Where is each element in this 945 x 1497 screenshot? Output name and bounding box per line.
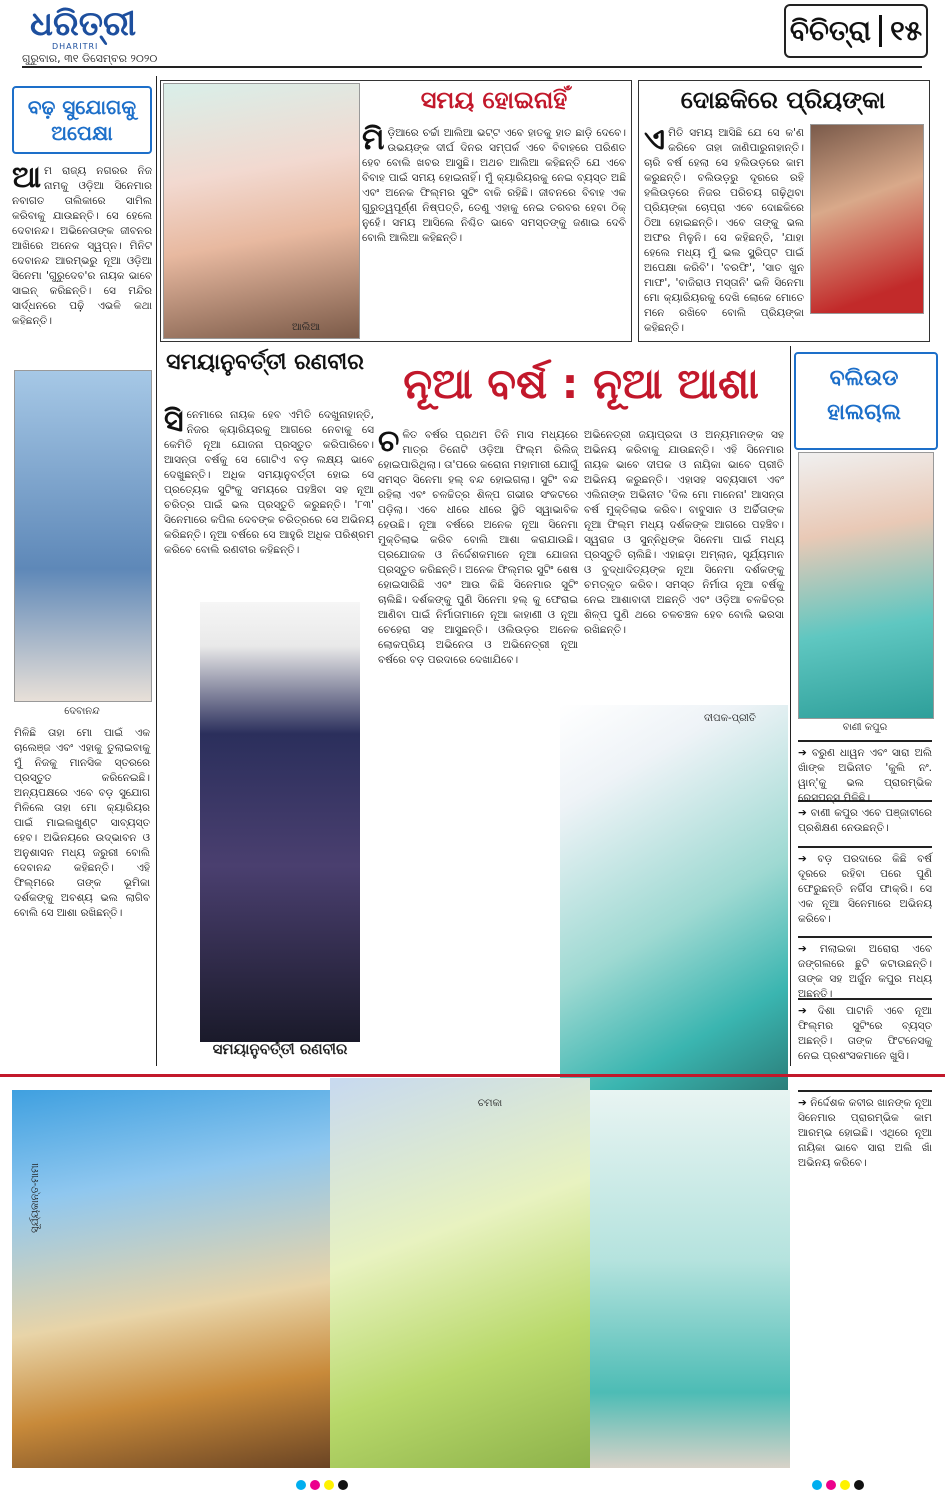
- alia-headline: ସମୟ ହୋଇନାହିଁ: [420, 86, 568, 114]
- priyanka-dropcap: ଏ: [644, 122, 666, 157]
- vaani-caption: ବାଣୀ କପୁର: [842, 722, 888, 733]
- poster-caption: ସୂର୍ଯ୍ୟକାନ୍ତ-ମାମା: [30, 1163, 41, 1233]
- arrow-icon: ➔: [798, 807, 807, 819]
- column-divider-right: [790, 346, 791, 1066]
- couple-caption: ଦୀପକ-ପ୍ରୀତି: [704, 713, 756, 724]
- bollywood-note-5: [798, 998, 932, 1084]
- priyanka-article: [644, 122, 804, 336]
- arrow-icon: ➔: [798, 1005, 807, 1017]
- main-body-col2: ଅଭିନେତ୍ରୀ ଜୟାପ୍ରଦା ଓ ଅନ୍ୟମାନଙ୍କ ସହ ଅଭିନୟ କରିବାକୁ ଯାଉଛନ୍ତି। ଏହି ସିନେମାର ନାୟକ ଭାବେ ଦୀପକ ଓ ନାୟିକା ଭାବେ ପ୍ରୀତି ଅଭିନୟ କରୁଛନ୍ତି। ଏହାସହ ସବ୍ୟସାଚୀ ଏବଂ ଏଲିନାଙ୍କ ଅଭିନୀତ 'ଦିଲ ମୋ ମାନେନା' ଆସନ୍ତା ବର୍ଷ ମୁକ୍ତିଲାଭ କରିବ। ବାବୁସାନ ଓ ଅର୍ଚ୍ଚିତାଙ୍କ ନୂଆ ଫିଲ୍ମ ମଧ୍ୟ ଦର୍ଶକଙ୍କ ଆଗରେ ପହଞ୍ଚିବ। ସ୍ୱରାଜ ଓ ସୁନ୍ନିଧିଙ୍କ ସିନେମା ପାଇଁ ମଧ୍ୟ ପ୍ରସ୍ତୁତି ଚାଲିଛି। ଏହାଛଡ଼ା ଅମ୍ଲାନ, ସୂର୍ଯ୍ୟମାନ ଓ ବୁଦ୍ଧାଦିତ୍ୟଙ୍କ ନୂଆ ସିନେମା ଦର୍ଶକଙ୍କୁ ଚମତ୍କୃତ କରିବ। ସମସ୍ତ ନିର୍ମାତା ନୂଆ ବର୍ଷକୁ ନେଇ ଆଶାବାଦୀ ଅଛନ୍ତି ଏବଂ ଓଡ଼ିଆ ଚଳଚ୍ଚିତ୍ର ଶିଳ୍ପ ପୁଣି ଥରେ ଚଳଚଞ୍ଚଳ ହେବ ବୋଲି ଭରସା ରଖିଛନ୍ତି।: [584, 429, 784, 636]
- cyan-dot: [296, 1480, 306, 1490]
- section-divider: [879, 15, 882, 47]
- magenta-dot: [826, 1480, 836, 1490]
- yellow-dot: [840, 1480, 850, 1490]
- priyanka-headline: ଦୋଛକିରେ ପ୍ରିୟଙ୍କା: [680, 86, 886, 114]
- bollywood-note-text: ନିର୍ଦ୍ଦେଶକ କବୀର ଖାନଙ୍କ ନୂଆ ସିନେମାର ପ୍ରାରମ୍ଭିକ କାମ ଆରମ୍ଭ ହୋଇଛି। ଏଥିରେ ନୂଆ ନାୟିକା ଭାବେ ସାରା ଅଲି ଖାଁ ଅଭିନୟ କରିବେ।: [798, 1097, 932, 1169]
- alia-dropcap: ମି: [362, 122, 385, 157]
- bollywood-note-4: [798, 936, 932, 1000]
- ranveer-headline: ସମୟାନୁବର୍ତ୍ତୀ ରଣବୀର: [166, 350, 364, 375]
- black-dot: [338, 1480, 348, 1490]
- bollywood-note-1: [798, 740, 932, 804]
- bollywood-note-2: [798, 800, 932, 840]
- section-header: [784, 4, 928, 58]
- bollywood-note-text: ମଲାଇକା ଅରୋରା ଏବେ ଜଙ୍ଗଲରେ ଛୁଟି କଟାଉଛନ୍ତି। ତାଙ୍କ ସହ ଅର୍ଜୁନ କପୁର ମଧ୍ୟ ଅଛନ୍ତି।: [798, 943, 932, 1000]
- dateline: ଗୁରୁବାର, ୩୧ ଡିସେମ୍ବର ୨୦୨୦: [22, 52, 158, 65]
- left-body-bottom: ମିଳିଛି ତାହା ମୋ ପାଇଁ ଏକ ଚାଲେଞ୍ଜ ଏବଂ ଏହାକୁ ତୁଲାଇବାକୁ ମୁଁ ନିଜକୁ ମାନସିକ ସ୍ତରରେ ପ୍ରସ୍ତୁତ କରିନେଇଛି। ଅନ୍ୟପକ୍ଷରେ ଏବେ ବଡ଼ ସୁଯୋଗ ମିଳିଲେ ତାହା ମୋ କ୍ୟାରିୟର ପାଇଁ ମାଇଲଖୁଣ୍ଟ ସାବ୍ୟସ୍ତ ହେବ। ଅଭିନୟରେ ଉଦ୍ଭାବନ ଓ ଅନୁଶାସନ ମଧ୍ୟ ଜରୁରୀ ବୋଲି ଦେବାନନ୍ଦ କହିଛନ୍ତି। ଏହି ଫିଲ୍ମରେ ତାଙ୍କ ଭୂମିକା ଦର୍ଶକଙ୍କୁ ଅବଶ୍ୟ ଭଲ ଲାଗିବ ବୋଲି ସେ ଆଶା ରଖିଛନ୍ତି।: [14, 727, 150, 919]
- bollywood-notes: [798, 740, 932, 1208]
- ranveer-article: [164, 404, 374, 598]
- main-body-col1: ଳିତ ବର୍ଷର ପ୍ରଥମ ତିନି ମାସ ମଧ୍ୟରେ ମାତ୍ର ତିନୋଟି ଓଡ଼ିଆ ଫିଲ୍ମ ରିଲିଜ୍ ହୋଇପାରିଥିଲା। ତା'ପରେ କରୋନା ମହାମାରୀ ଯୋଗୁଁ ସମସ୍ତ ସିନେମା ହଲ୍ ବନ୍ଦ ହୋଇଗଲା। ସୁଟିଂ ବନ୍ଦ ରହିଲା ଏବଂ ଚଳଚ୍ଚିତ୍ର ଶିଳ୍ପ ଗଭୀର ସଂକଟରେ ପଡ଼ିଲା। ଏବେ ଧୀରେ ଧୀରେ ସ୍ଥିତି ସ୍ୱାଭାବିକ ହେଉଛି। ନୂଆ ବର୍ଷରେ ଅନେକ ନୂଆ ସିନେମା ମୁକ୍ତିଲାଭ କରିବ ବୋଲି ଆଶା କରାଯାଉଛି। ପ୍ରଯୋଜକ ଓ ନିର୍ଦ୍ଦେଶକମାନେ ନୂଆ ଯୋଜନା ପ୍ରସ୍ତୁତ କରିଛନ୍ତି। ଅନେକ ଫିଲ୍ମର ସୁଟିଂ ଶେଷ ହୋଇସାରିଛି ଏବଂ ଆଉ କିଛି ସିନେମାର ସୁଟିଂ ଚାଲିଛି। ଦର୍ଶକଙ୍କୁ ପୁଣି ସିନେମା ହଲ୍ କୁ ଫେରାଇ ଆଣିବା ପାଇଁ ନିର୍ମାତାମାନେ ନୂଆ କାହାଣୀ ଓ ନୂଆ ଚେହେରା ସହ ଆସୁଛନ୍ତି। ଓଲିଉଡ଼ର ଅନେକ ଲୋକପ୍ରିୟ ଅଭିନେତା ଓ ଅଭିନେତ୍ରୀ ନୂଆ ବର୍ଷରେ ବଡ଼ ପରଦାରେ ଦେଖାଯିବେ।: [378, 429, 578, 666]
- alia-caption: ଆଲିଆ: [291, 322, 321, 333]
- bollywood-note-text: ଦିଶା ପାଟାନି ଏବେ ନୂଆ ଫିଲ୍ମର ସୁଟିଂରେ ବ୍ୟସ୍ତ ଅଛନ୍ତି। ତାଙ୍କ ଫିଟନେସକୁ ନେଇ ପ୍ରଶଂସକମାନେ ଖୁସି।: [798, 1005, 932, 1062]
- bollywood-note-text: ବଡ଼ ପରଦାରେ କିଛି ବର୍ଷ ଦୂରରେ ରହିବା ପରେ ପୁଣି ଫେରୁଛନ୍ତି ନର୍ଗିସ ଫାକ୍ରି। ସେ ଏକ ନୂଆ ସିନେମାରେ ଅଭିନୟ କରିବେ।: [798, 853, 933, 925]
- devanand-caption: ଦେବାନନ୍ଦ: [64, 706, 100, 717]
- black-dot: [854, 1480, 864, 1490]
- couple-photo-extension: [590, 1090, 790, 1468]
- ranveer-photo: [200, 602, 360, 1042]
- bollywood-headline: ବଲିଉଡ ହାଲଚାଲ: [827, 366, 901, 425]
- devanand-photo: [14, 370, 152, 702]
- logo-subtitle: DHARITRI: [52, 42, 99, 51]
- vaani-photo: [798, 452, 934, 719]
- main-headline: ନୂଆ ବର୍ଷ : ନୂଆ ଆଶା: [403, 359, 759, 408]
- alia-article: [362, 122, 626, 336]
- bollywood-note-3: [798, 846, 932, 930]
- arrow-icon: ➔: [798, 943, 807, 955]
- registration-marks-left: [296, 1480, 348, 1490]
- logo-text: ଧରିତ୍ରୀ: [30, 4, 137, 44]
- couple-photo: [560, 705, 788, 1090]
- left-headline: ବଢ଼ ସୁଯୋଗକୁ ଅପେକ୍ଷା: [12, 86, 152, 154]
- bollywood-note-text: ବାଣୀ କପୁର ଏବେ ପଞ୍ଜାବୀରେ ପ୍ରଶିକ୍ଷଣ ନେଉଛନ୍ତି।: [798, 807, 932, 834]
- alia-body: ଡ଼ିଆରେ ଚର୍ଚ୍ଚା ଆଲିଆ ଭଟ୍ଟ ଏବେ ହାତକୁ ହାତ ଛାଡ଼ି ଦେବେ। ଉଭୟଙ୍କ ଦୀର୍ଘ ଦିନର ସମ୍ପର୍କ ଏବେ ବିବାହରେ ପରିଣତ ହେବ ବୋଲି ଖବର ଆସୁଛି। ଅଥଚ ଆଲିଆ କହିଛନ୍ତି ଯେ ଏବେ ବିବାହ ପାଇଁ ସମୟ ହୋଇନାହିଁ। ମୁଁ କ୍ୟାରିୟରକୁ ନେଇ ବ୍ୟସ୍ତ ଅଛି ଏବଂ ଅନେକ ଫିଲ୍ମର ସୁଟିଂ ବାକି ରହିଛି। ଜୀବନରେ ବିବାହ ଏକ ଗୁରୁତ୍ୱପୂର୍ଣ୍ଣ ନିଷ୍ପତ୍ତି, ତେଣୁ ଏହାକୁ ନେଇ ତରବର ହେବା ଠିକ୍ ନୁହେଁ। ସମୟ ଆସିଲେ ନିଶ୍ଚିତ ଭାବେ ସମସ୍ତଙ୍କୁ ଜଣାଇ ଦେବି ବୋଲି ଆଲିଆ କହିଛନ୍ତି।: [362, 127, 626, 244]
- ranveer-caption: ସମୟାନୁବର୍ତ୍ତୀ ରଣବୀର: [212, 1040, 348, 1058]
- actress-caption: ଚମକା: [477, 1098, 503, 1109]
- actress-photo: [330, 1078, 590, 1468]
- registration-marks-right: [812, 1480, 864, 1490]
- page-number: ୧୫: [890, 14, 923, 47]
- bollywood-note-text: ବରୁଣ ଧାୱନ ଏବଂ ସାରା ଅଲି ଖାଁଙ୍କ ଅଭିନୀତ 'କୁଲି ନଂ. ୱାନ୍'କୁ ଭଲ ପ୍ରାରମ୍ଭିକ ରେସପନ୍ସ ମିଳିଛି।: [798, 747, 932, 804]
- magenta-dot: [310, 1480, 320, 1490]
- ranveer-body: ନେମାରେ ନାୟକ ହେବ ଏମିତି ଦେଖୁନାହାନ୍ତି, ନିଜର କ୍ୟାରିୟରକୁ ଆଗରେ ନେବାକୁ ସେ କେମିତି ନୂଆ ଯୋଜନା ପ୍ରସ୍ତୁତ କରିପାରିବେ। ଆସନ୍ତା ବର୍ଷକୁ ସେ ଗୋଟିଏ ବଡ଼ ଲକ୍ଷ୍ୟ ଭାବେ ଦେଖୁଛନ୍ତି। ଅଧିକ ସମୟାନୁବର୍ତ୍ତୀ ହୋଇ ସେ ପ୍ରତ୍ୟେକ ସୁଟିଂକୁ ସମୟରେ ପହଞ୍ଚିବା ସହ ନୂଆ ଚରିତ୍ର ପାଇଁ ଭଲ ପ୍ରସ୍ତୁତି କରୁଛନ୍ତି। '୮୩' ସିନେମାରେ କପିଲ ଦେବଙ୍କ ଚରିତ୍ରରେ ସେ ଅଭିନୟ କରିଛନ୍ତି। ନୂଆ ବର୍ଷରେ ସେ ଆହୁରି ଅଧିକ ପରିଶ୍ରମ କରିବେ ବୋଲି ରଣବୀର କହିଛନ୍ତି।: [164, 409, 374, 556]
- arrow-icon: ➔: [798, 1097, 807, 1109]
- bollywood-note-6: [798, 1090, 932, 1202]
- main-dropcap: ଚ: [378, 424, 400, 459]
- cyan-dot: [812, 1480, 822, 1490]
- section-title: ବିଚିତ୍ରା: [789, 14, 872, 47]
- ranveer-dropcap: ସି: [164, 404, 184, 439]
- priyanka-photo: [810, 124, 924, 314]
- yellow-dot: [324, 1480, 334, 1490]
- alia-photo: [163, 83, 360, 339]
- masthead-rule: [22, 66, 922, 68]
- bottom-band-rule: [0, 1074, 945, 1077]
- arrow-icon: ➔: [798, 747, 807, 759]
- masthead-logo: [30, 6, 180, 50]
- main-article-col1: [378, 424, 578, 948]
- column-divider-left: [156, 76, 157, 1066]
- left-column: [12, 86, 152, 416]
- priyanka-body: ମିତି ସମୟ ଆସିଛି ଯେ ସେ କ'ଣ କରିବେ ତାହା ଜାଣିପାରୁନାହାନ୍ତି। ଚାରି ବର୍ଷ ହେଲା ସେ ହଲିଉଡ଼ରେ କାମ କରୁଛନ୍ତି। ବଲିଉଡ଼ରୁ ଦୂରରେ ରହି ହଲିଉଡ଼ରେ ନିଜର ପରିଚୟ ଗଢ଼ିଥିବା ପ୍ରିୟଙ୍କା ଚୋପ୍ରା ଏବେ ଦୋଛକିରେ ଠିଆ ହୋଇଛନ୍ତି। ଏବେ ତାଙ୍କୁ ଭଲ ଅଫର ମିଳୁନି। ସେ କହିଛନ୍ତି, 'ଯାହା ହେଲେ ମଧ୍ୟ ମୁଁ ଭଲ ସ୍କ୍ରିପ୍ଟ ପାଇଁ ଅପେକ୍ଷା କରିବି'। 'ବରଫି', 'ସାତ ଖୁନ ମାଫ', 'ବାଜିରାଓ ମସ୍ତାନି' ଭଳି ସିନେମା ମୋ କ୍ୟାରିୟରକୁ ଦେଖି ଲୋକେ ମୋତେ ମନେ ରଖିବେ ବୋଲି ପ୍ରିୟଙ୍କା କହିଛନ୍ତି।: [644, 127, 804, 334]
- arrow-icon: ➔: [798, 853, 807, 865]
- left-dropcap: ଆ: [12, 160, 42, 195]
- left-body-top: ମ ରାଜ୍ୟ ନଗରର ନିଜ ନାମକୁ ଓଡ଼ିଆ ସିନେମାର ନବାଗତ ତାଲିକାରେ ସାମିଲ କରିବାକୁ ଯାଉଛନ୍ତି। ସେ ହେଲେ ଦେବାନନ୍ଦ। ଅଭିନେତାଙ୍କ ଜୀବନର ଆଖିରେ ଅନେକ ସ୍ୱପ୍ନ। ମିନିଟ ଦେବାନନ୍ଦ ଆରମ୍ଭରୁ ନୂଆ ଓଡ଼ିଆ ସିନେମା 'ଗୁରୁଦେବ'ର ନାୟକ ଭାବେ ସାଇନ୍ କରିଛନ୍ତି। ସେ ମନ୍ଦିର ସାର୍ଦ୍ଧନରେ ପଢ଼ି ଏଭଳି କଥା କହିଛନ୍ତି।: [12, 165, 152, 327]
